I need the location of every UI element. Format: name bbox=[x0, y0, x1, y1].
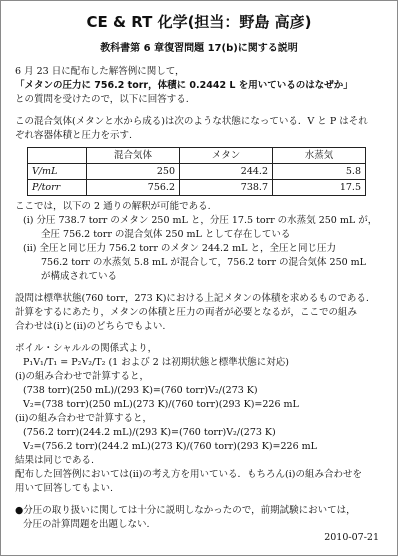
interpretation-i: (i) 分圧 738.7 torr のメタン 250 mL と，分圧 17.5 torr の水蒸気 250 mL が， bbox=[23, 215, 378, 226]
table-header-row bbox=[28, 148, 366, 164]
case-ii-result: V₂=(756.2 torr)(244.2 mL)(273 K)/(760 torr)(293 K)=226 mL bbox=[23, 441, 317, 452]
case-ii-equation: (756.2 torr)(244.2 mL)/(293 K)=(760 torr)V₂/(273 K) bbox=[23, 427, 276, 438]
case-ii-heading: (ii)の組み合わせで計算すると， bbox=[15, 413, 152, 424]
interpretation-intro: ここでは，以下の 2 通りの解釈が可能である. bbox=[15, 201, 211, 212]
problem-setting: 設問は標準状態(760 torr，273 K)における上記メタンの体積を求めるものである. bbox=[15, 293, 369, 304]
table-header-cell: 水蒸気 bbox=[273, 148, 366, 164]
interpretation-ii: (ii) 全圧と同じ圧力 756.2 torr のメタン 244.2 mL と，全圧と同じ圧力 bbox=[23, 243, 336, 254]
state-description: ぞれ容器体積と圧力を示す. bbox=[15, 130, 133, 141]
intro-line: 6 月 23 日に配布した解答例に関して， bbox=[15, 66, 185, 77]
case-i-equation: (738 torr)(250 mL)/(293 K)=(760 torr)V₂/(273 K) bbox=[23, 385, 258, 396]
table-cell: 5.8 bbox=[273, 164, 366, 180]
note: 用いて回答してもよい. bbox=[15, 483, 114, 494]
table-header-cell: 混合気体 bbox=[87, 148, 180, 164]
exam-notice: ●分圧の取り扱いに関しては十分に説明しなかったので，前期試験においては， bbox=[15, 505, 356, 516]
table-cell: 17.5 bbox=[273, 180, 366, 196]
table-cell: 244.2 bbox=[180, 164, 273, 180]
table-header-cell bbox=[28, 148, 87, 164]
table-cell: 250 bbox=[87, 164, 180, 180]
conclusion: 結果は同じである. bbox=[15, 455, 95, 466]
interpretation-i: 全圧 756.2 torr の混合気体 250 mL として存在している bbox=[41, 229, 291, 240]
problem-setting: 計算をするにあたり，メタンの体積と圧力の両者が必要となるが，ここでの組み bbox=[15, 307, 358, 318]
table-cell: 756.2 bbox=[87, 180, 180, 196]
boyle-charles-formula: P₁V₁/T₁ = P₂V₂/T₂ (1 および 2 は初期状態と標準状態に対応) bbox=[23, 357, 290, 368]
page-title: CE & RT 化学(担当：野島 高彦) bbox=[86, 13, 312, 31]
boyle-charles-intro: ボイル・シャルルの関係式より， bbox=[15, 343, 158, 354]
case-i-result: V₂=(738 torr)(250 mL)(273 K)/(760 torr)(293 K)=226 mL bbox=[23, 399, 299, 410]
page-subtitle: 教科書第 6 章復習問題 17(b)に関する説明 bbox=[100, 43, 298, 54]
state-description: この混合気体(メタンと水から成る)は次のような状態になっている．V と P はそれ bbox=[15, 116, 368, 127]
table-row-label: V/mL bbox=[28, 164, 87, 180]
case-i-heading: (i)の組み合わせで計算すると， bbox=[15, 371, 149, 382]
problem-setting: 合わせは(i)と(ii)のどちらでもよい. bbox=[15, 321, 166, 332]
table-cell: 738.7 bbox=[180, 180, 273, 196]
gas-state-table bbox=[27, 147, 366, 196]
intro-line: との質問を受けたので，以下に回答する. bbox=[15, 94, 189, 105]
table-row bbox=[28, 164, 366, 180]
note: 配布した回答例においては(ii)の考え方を用いている．もちろん(i)の組み合わせを bbox=[15, 469, 362, 480]
interpretation-ii: が構成されている bbox=[41, 271, 118, 282]
question-quote: 「メタンの圧力に 756.2 torr，体積に 0.2442 L を用いているのはなぜか」 bbox=[15, 80, 353, 91]
interpretation-ii: 756.2 torr の水蒸気 5.8 mL が混合して，756.2 torr の混合気体 250 mL bbox=[41, 257, 366, 268]
table-row bbox=[28, 180, 366, 196]
exam-notice: 分圧の計算問題を出題しない. bbox=[23, 519, 150, 530]
document-body bbox=[15, 65, 385, 532]
table-row-label: P/torr bbox=[28, 180, 87, 196]
document-date: 2010-07-21 bbox=[324, 532, 379, 543]
table-header-cell: メタン bbox=[180, 148, 273, 164]
